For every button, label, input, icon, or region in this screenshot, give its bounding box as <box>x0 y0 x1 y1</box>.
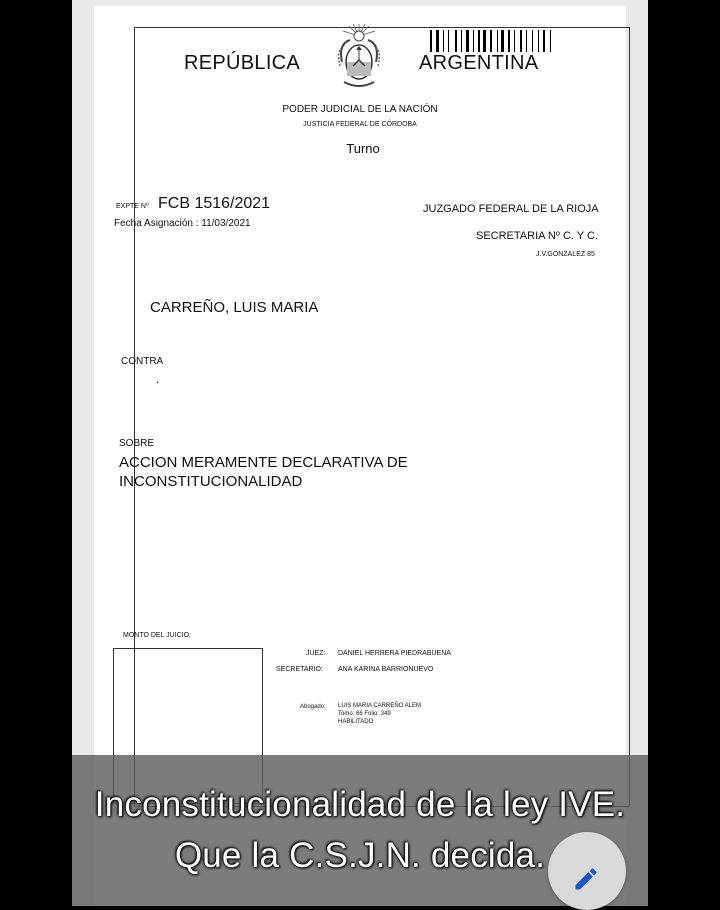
secretaria: SECRETARIA Nº C. Y C. <box>476 230 598 242</box>
header-argentina: ARGENTINA <box>419 52 539 74</box>
header-republica: REPÚBLICA <box>184 52 301 74</box>
expte-number: FCB 1516/2021 <box>158 195 271 212</box>
secretario-name: ANA KARINA BARRIONUEVO <box>338 666 434 673</box>
contra-label: CONTRA <box>121 356 164 367</box>
coat-of-arms-icon <box>334 22 384 92</box>
juzgado-address: J.V.GONZALEZ 85 <box>536 251 595 258</box>
sobre-line-2: INCONSTITUCIONALIDAD <box>119 473 303 490</box>
actor-name: CARREÑO, LUIS MARIA <box>150 299 319 316</box>
court-line-1: PODER JUDICIAL DE LA NACIÓN <box>282 104 438 115</box>
pencil-icon <box>572 865 600 893</box>
juez-name: DANIEL HERRERA PIEDRABUENA <box>338 650 451 657</box>
fecha-asignacion: Fecha Asignación : 11/03/2021 <box>114 218 251 229</box>
monto-label: MONTO DEL JUICIO: <box>123 632 192 639</box>
barcode-icon <box>430 30 564 52</box>
secretario-label: SECRETARIO: <box>276 666 323 673</box>
court-line-2: JUSTICIA FEDERAL DE CÓRDOBA <box>303 121 417 128</box>
juzgado-name: JUZGADO FEDERAL DE LA RIOJA <box>423 203 599 215</box>
abogado-name: LUIS MARIA CARREÑO ALEM <box>338 703 422 709</box>
expte-prefix: EXPTE Nº <box>116 203 149 210</box>
juez-label: JUEZ: <box>306 650 326 657</box>
sobre-label: SOBRE <box>119 438 155 449</box>
sobre-line-1: ACCION MERAMENTE DECLARATIVA DE <box>119 454 408 471</box>
abogado-tomo: Tomo: 66 Folio: 349 <box>338 711 391 717</box>
caption-line-2: Que la C.S.J.N. decida. <box>174 836 546 875</box>
abogado-label: Abogado: <box>300 704 326 710</box>
caption-line-1: Inconstitucionalidad de la ley IVE. <box>94 785 626 824</box>
abogado-estado: HABILITADO <box>338 719 374 725</box>
edit-button[interactable] <box>548 832 626 910</box>
court-line-3: Turno <box>346 141 380 156</box>
contra-value: . <box>156 372 160 386</box>
